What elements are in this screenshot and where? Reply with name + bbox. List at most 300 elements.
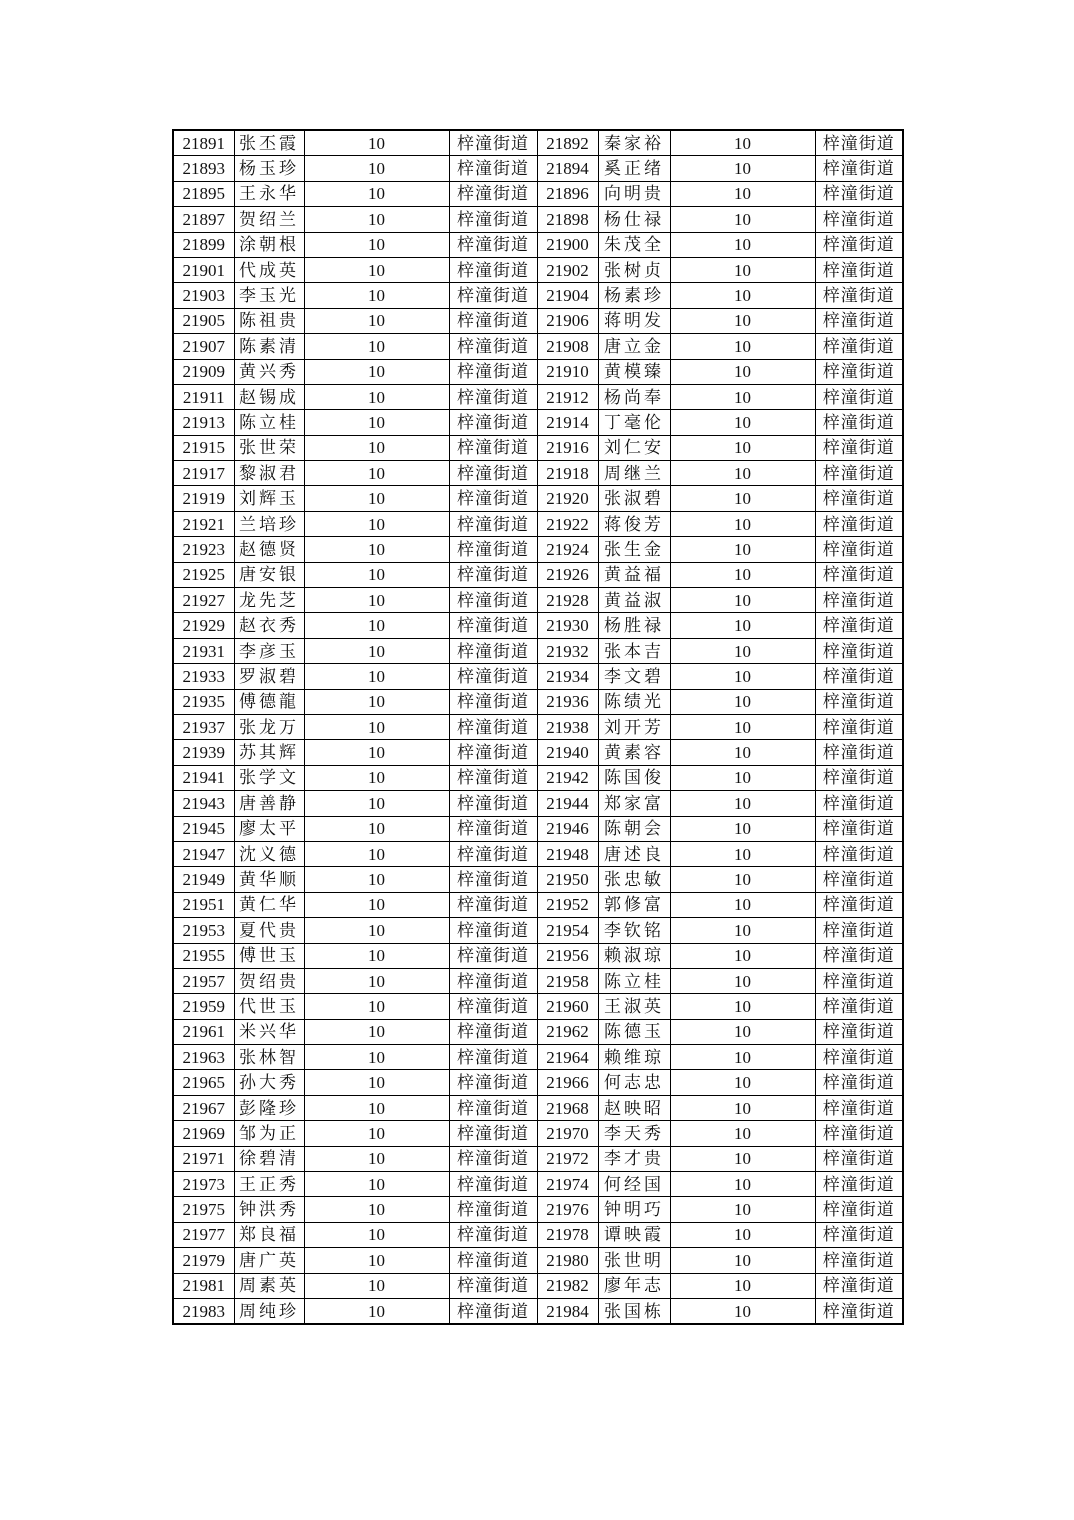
- left-subdistrict-cell: 梓潼街道: [449, 1298, 537, 1324]
- right-amount-cell: 10: [670, 968, 815, 993]
- right-person-name-cell: 张忠敏: [598, 867, 670, 892]
- table-row: [173, 1273, 903, 1298]
- table-row: [173, 1121, 903, 1146]
- right-person-name-cell: 黄益淑: [598, 588, 670, 613]
- right-person-name-cell: 陈立桂: [598, 968, 670, 993]
- left-subdistrict-cell: 梓潼街道: [449, 1146, 537, 1171]
- table-row: [173, 232, 903, 257]
- left-person-name-cell: 兰培珍: [234, 511, 304, 536]
- right-amount-cell: 10: [670, 562, 815, 587]
- right-subdistrict-cell: 梓潼街道: [815, 562, 903, 587]
- right-subdistrict-cell: 梓潼街道: [815, 410, 903, 435]
- table-row: [173, 816, 903, 841]
- right-entry-number-cell: 21978: [537, 1222, 598, 1247]
- left-person-name-cell: 陈立桂: [234, 410, 304, 435]
- left-person-name-cell: 陈祖贵: [234, 308, 304, 333]
- right-amount-cell: 10: [670, 892, 815, 917]
- right-amount-cell: 10: [670, 1197, 815, 1222]
- left-person-name-cell: 刘辉玉: [234, 486, 304, 511]
- table-row: [173, 1172, 903, 1197]
- right-person-name-cell: 郑家富: [598, 791, 670, 816]
- right-amount-cell: 10: [670, 664, 815, 689]
- left-subdistrict-cell: 梓潼街道: [449, 740, 537, 765]
- left-person-name-cell: 黄兴秀: [234, 359, 304, 384]
- left-amount-cell: 10: [304, 130, 449, 156]
- left-person-name-cell: 赵衣秀: [234, 613, 304, 638]
- right-entry-number-cell: 21940: [537, 740, 598, 765]
- left-entry-number-cell: 21973: [173, 1172, 234, 1197]
- table-row: [173, 1045, 903, 1070]
- left-subdistrict-cell: 梓潼街道: [449, 638, 537, 663]
- right-subdistrict-cell: 梓潼街道: [815, 968, 903, 993]
- left-person-name-cell: 黄华顺: [234, 867, 304, 892]
- right-entry-number-cell: 21952: [537, 892, 598, 917]
- right-subdistrict-cell: 梓潼街道: [815, 511, 903, 536]
- right-entry-number-cell: 21922: [537, 511, 598, 536]
- right-entry-number-cell: 21892: [537, 130, 598, 156]
- left-amount-cell: 10: [304, 435, 449, 460]
- right-amount-cell: 10: [670, 257, 815, 282]
- right-amount-cell: 10: [670, 1298, 815, 1324]
- table-row: [173, 334, 903, 359]
- table-row: [173, 765, 903, 790]
- right-subdistrict-cell: 梓潼街道: [815, 1172, 903, 1197]
- left-amount-cell: 10: [304, 384, 449, 409]
- table-row: [173, 308, 903, 333]
- left-amount-cell: 10: [304, 283, 449, 308]
- table-row: [173, 841, 903, 866]
- left-entry-number-cell: 21923: [173, 537, 234, 562]
- left-person-name-cell: 周素英: [234, 1273, 304, 1298]
- right-person-name-cell: 赵映昭: [598, 1095, 670, 1120]
- right-person-name-cell: 廖年志: [598, 1273, 670, 1298]
- left-person-name-cell: 张林智: [234, 1045, 304, 1070]
- left-person-name-cell: 张学文: [234, 765, 304, 790]
- left-amount-cell: 10: [304, 1172, 449, 1197]
- left-entry-number-cell: 21941: [173, 765, 234, 790]
- right-person-name-cell: 黄益福: [598, 562, 670, 587]
- right-person-name-cell: 向明贵: [598, 181, 670, 206]
- right-subdistrict-cell: 梓潼街道: [815, 816, 903, 841]
- right-subdistrict-cell: 梓潼街道: [815, 867, 903, 892]
- right-person-name-cell: 杨素珍: [598, 283, 670, 308]
- right-subdistrict-cell: 梓潼街道: [815, 638, 903, 663]
- left-entry-number-cell: 21909: [173, 359, 234, 384]
- right-person-name-cell: 张世明: [598, 1248, 670, 1273]
- left-person-name-cell: 代世玉: [234, 994, 304, 1019]
- left-amount-cell: 10: [304, 740, 449, 765]
- left-subdistrict-cell: 梓潼街道: [449, 334, 537, 359]
- right-person-name-cell: 李才贵: [598, 1146, 670, 1171]
- right-person-name-cell: 蒋明发: [598, 308, 670, 333]
- left-entry-number-cell: 21919: [173, 486, 234, 511]
- left-subdistrict-cell: 梓潼街道: [449, 613, 537, 638]
- right-entry-number-cell: 21928: [537, 588, 598, 613]
- right-person-name-cell: 李文碧: [598, 664, 670, 689]
- left-entry-number-cell: 21939: [173, 740, 234, 765]
- left-person-name-cell: 代成英: [234, 257, 304, 282]
- left-amount-cell: 10: [304, 359, 449, 384]
- left-subdistrict-cell: 梓潼街道: [449, 359, 537, 384]
- right-person-name-cell: 谭映霞: [598, 1222, 670, 1247]
- left-amount-cell: 10: [304, 1248, 449, 1273]
- table-row: [173, 968, 903, 993]
- left-person-name-cell: 黄仁华: [234, 892, 304, 917]
- left-person-name-cell: 徐碧清: [234, 1146, 304, 1171]
- table-row: [173, 1248, 903, 1273]
- right-entry-number-cell: 21900: [537, 232, 598, 257]
- left-subdistrict-cell: 梓潼街道: [449, 867, 537, 892]
- table-row: [173, 1095, 903, 1120]
- right-amount-cell: 10: [670, 1019, 815, 1044]
- left-subdistrict-cell: 梓潼街道: [449, 791, 537, 816]
- left-amount-cell: 10: [304, 791, 449, 816]
- right-entry-number-cell: 21916: [537, 435, 598, 460]
- right-entry-number-cell: 21970: [537, 1121, 598, 1146]
- right-amount-cell: 10: [670, 994, 815, 1019]
- left-entry-number-cell: 21953: [173, 918, 234, 943]
- right-entry-number-cell: 21898: [537, 207, 598, 232]
- left-subdistrict-cell: 梓潼街道: [449, 1045, 537, 1070]
- right-person-name-cell: 陈朝会: [598, 816, 670, 841]
- right-amount-cell: 10: [670, 841, 815, 866]
- left-entry-number-cell: 21955: [173, 943, 234, 968]
- left-amount-cell: 10: [304, 765, 449, 790]
- right-amount-cell: 10: [670, 537, 815, 562]
- right-amount-cell: 10: [670, 511, 815, 536]
- left-subdistrict-cell: 梓潼街道: [449, 943, 537, 968]
- left-amount-cell: 10: [304, 1222, 449, 1247]
- left-person-name-cell: 苏其辉: [234, 740, 304, 765]
- right-amount-cell: 10: [670, 588, 815, 613]
- left-person-name-cell: 郑良福: [234, 1222, 304, 1247]
- left-entry-number-cell: 21981: [173, 1273, 234, 1298]
- left-person-name-cell: 张龙万: [234, 714, 304, 739]
- left-subdistrict-cell: 梓潼街道: [449, 968, 537, 993]
- right-person-name-cell: 王淑英: [598, 994, 670, 1019]
- left-subdistrict-cell: 梓潼街道: [449, 765, 537, 790]
- left-subdistrict-cell: 梓潼街道: [449, 918, 537, 943]
- right-entry-number-cell: 21930: [537, 613, 598, 638]
- right-entry-number-cell: 21934: [537, 664, 598, 689]
- right-amount-cell: 10: [670, 435, 815, 460]
- right-amount-cell: 10: [670, 791, 815, 816]
- table-row: [173, 384, 903, 409]
- right-person-name-cell: 丁毫伦: [598, 410, 670, 435]
- right-subdistrict-cell: 梓潼街道: [815, 486, 903, 511]
- left-amount-cell: 10: [304, 1045, 449, 1070]
- left-person-name-cell: 米兴华: [234, 1019, 304, 1044]
- left-subdistrict-cell: 梓潼街道: [449, 486, 537, 511]
- right-subdistrict-cell: 梓潼街道: [815, 588, 903, 613]
- left-amount-cell: 10: [304, 994, 449, 1019]
- left-subdistrict-cell: 梓潼街道: [449, 1248, 537, 1273]
- left-entry-number-cell: 21895: [173, 181, 234, 206]
- right-subdistrict-cell: 梓潼街道: [815, 841, 903, 866]
- left-entry-number-cell: 21935: [173, 689, 234, 714]
- right-subdistrict-cell: 梓潼街道: [815, 156, 903, 181]
- left-subdistrict-cell: 梓潼街道: [449, 130, 537, 156]
- right-entry-number-cell: 21918: [537, 461, 598, 486]
- right-subdistrict-cell: 梓潼街道: [815, 1197, 903, 1222]
- left-entry-number-cell: 21937: [173, 714, 234, 739]
- left-entry-number-cell: 21979: [173, 1248, 234, 1273]
- left-entry-number-cell: 21975: [173, 1197, 234, 1222]
- left-person-name-cell: 张丕霞: [234, 130, 304, 156]
- left-person-name-cell: 贺绍贵: [234, 968, 304, 993]
- right-amount-cell: 10: [670, 1273, 815, 1298]
- right-entry-number-cell: 21946: [537, 816, 598, 841]
- right-amount-cell: 10: [670, 461, 815, 486]
- right-subdistrict-cell: 梓潼街道: [815, 943, 903, 968]
- left-subdistrict-cell: 梓潼街道: [449, 257, 537, 282]
- right-subdistrict-cell: 梓潼街道: [815, 689, 903, 714]
- left-subdistrict-cell: 梓潼街道: [449, 181, 537, 206]
- left-entry-number-cell: 21901: [173, 257, 234, 282]
- left-amount-cell: 10: [304, 156, 449, 181]
- right-amount-cell: 10: [670, 308, 815, 333]
- table-row: [173, 207, 903, 232]
- right-entry-number-cell: 21924: [537, 537, 598, 562]
- left-subdistrict-cell: 梓潼街道: [449, 1019, 537, 1044]
- right-person-name-cell: 唐述良: [598, 841, 670, 866]
- right-amount-cell: 10: [670, 816, 815, 841]
- left-person-name-cell: 王正秀: [234, 1172, 304, 1197]
- left-subdistrict-cell: 梓潼街道: [449, 1070, 537, 1095]
- left-entry-number-cell: 21913: [173, 410, 234, 435]
- right-amount-cell: 10: [670, 638, 815, 663]
- left-person-name-cell: 龙先芝: [234, 588, 304, 613]
- left-amount-cell: 10: [304, 664, 449, 689]
- left-person-name-cell: 黎淑君: [234, 461, 304, 486]
- table-row: [173, 613, 903, 638]
- left-amount-cell: 10: [304, 613, 449, 638]
- right-subdistrict-cell: 梓潼街道: [815, 892, 903, 917]
- left-subdistrict-cell: 梓潼街道: [449, 1121, 537, 1146]
- right-entry-number-cell: 21974: [537, 1172, 598, 1197]
- table-row: [173, 918, 903, 943]
- right-entry-number-cell: 21908: [537, 334, 598, 359]
- right-subdistrict-cell: 梓潼街道: [815, 994, 903, 1019]
- right-amount-cell: 10: [670, 410, 815, 435]
- left-person-name-cell: 赵锡成: [234, 384, 304, 409]
- right-person-name-cell: 何经国: [598, 1172, 670, 1197]
- right-entry-number-cell: 21954: [537, 918, 598, 943]
- right-entry-number-cell: 21950: [537, 867, 598, 892]
- table-row: [173, 130, 903, 156]
- right-entry-number-cell: 21948: [537, 841, 598, 866]
- right-subdistrict-cell: 梓潼街道: [815, 1045, 903, 1070]
- right-subdistrict-cell: 梓潼街道: [815, 1070, 903, 1095]
- table-row: [173, 689, 903, 714]
- right-person-name-cell: 蒋俊芳: [598, 511, 670, 536]
- left-amount-cell: 10: [304, 892, 449, 917]
- left-subdistrict-cell: 梓潼街道: [449, 664, 537, 689]
- left-amount-cell: 10: [304, 689, 449, 714]
- table-row: [173, 359, 903, 384]
- left-amount-cell: 10: [304, 588, 449, 613]
- left-entry-number-cell: 21969: [173, 1121, 234, 1146]
- table-row: [173, 1019, 903, 1044]
- left-person-name-cell: 傅德龍: [234, 689, 304, 714]
- left-subdistrict-cell: 梓潼街道: [449, 232, 537, 257]
- right-subdistrict-cell: 梓潼街道: [815, 435, 903, 460]
- left-subdistrict-cell: 梓潼街道: [449, 435, 537, 460]
- left-subdistrict-cell: 梓潼街道: [449, 410, 537, 435]
- left-person-name-cell: 廖太平: [234, 816, 304, 841]
- table-row: [173, 156, 903, 181]
- right-amount-cell: 10: [670, 918, 815, 943]
- right-subdistrict-cell: 梓潼街道: [815, 207, 903, 232]
- left-amount-cell: 10: [304, 1019, 449, 1044]
- right-entry-number-cell: 21936: [537, 689, 598, 714]
- right-person-name-cell: 郭修富: [598, 892, 670, 917]
- left-entry-number-cell: 21971: [173, 1146, 234, 1171]
- table-row: [173, 791, 903, 816]
- left-person-name-cell: 钟洪秀: [234, 1197, 304, 1222]
- left-entry-number-cell: 21949: [173, 867, 234, 892]
- left-person-name-cell: 傅世玉: [234, 943, 304, 968]
- left-person-name-cell: 陈素清: [234, 334, 304, 359]
- right-person-name-cell: 刘仁安: [598, 435, 670, 460]
- left-entry-number-cell: 21947: [173, 841, 234, 866]
- roster-table: [172, 129, 904, 1325]
- table-row: [173, 1298, 903, 1324]
- left-entry-number-cell: 21959: [173, 994, 234, 1019]
- table-row: [173, 1146, 903, 1171]
- right-entry-number-cell: 21962: [537, 1019, 598, 1044]
- right-subdistrict-cell: 梓潼街道: [815, 1298, 903, 1324]
- right-subdistrict-cell: 梓潼街道: [815, 308, 903, 333]
- right-amount-cell: 10: [670, 1172, 815, 1197]
- left-subdistrict-cell: 梓潼街道: [449, 1197, 537, 1222]
- right-amount-cell: 10: [670, 1146, 815, 1171]
- table-row: [173, 867, 903, 892]
- left-person-name-cell: 赵德贤: [234, 537, 304, 562]
- left-amount-cell: 10: [304, 918, 449, 943]
- right-subdistrict-cell: 梓潼街道: [815, 765, 903, 790]
- table-row: [173, 1070, 903, 1095]
- left-entry-number-cell: 21911: [173, 384, 234, 409]
- right-amount-cell: 10: [670, 1121, 815, 1146]
- left-amount-cell: 10: [304, 1146, 449, 1171]
- left-subdistrict-cell: 梓潼街道: [449, 1222, 537, 1247]
- left-person-name-cell: 彭隆珍: [234, 1095, 304, 1120]
- left-amount-cell: 10: [304, 486, 449, 511]
- right-entry-number-cell: 21932: [537, 638, 598, 663]
- right-person-name-cell: 张树贞: [598, 257, 670, 282]
- right-amount-cell: 10: [670, 943, 815, 968]
- left-person-name-cell: 李玉光: [234, 283, 304, 308]
- right-subdistrict-cell: 梓潼街道: [815, 613, 903, 638]
- left-person-name-cell: 沈义德: [234, 841, 304, 866]
- left-entry-number-cell: 21903: [173, 283, 234, 308]
- table-row: [173, 511, 903, 536]
- table-row: [173, 740, 903, 765]
- left-person-name-cell: 唐广英: [234, 1248, 304, 1273]
- left-amount-cell: 10: [304, 638, 449, 663]
- left-subdistrict-cell: 梓潼街道: [449, 511, 537, 536]
- right-entry-number-cell: 21976: [537, 1197, 598, 1222]
- right-entry-number-cell: 21896: [537, 181, 598, 206]
- left-entry-number-cell: 21927: [173, 588, 234, 613]
- right-entry-number-cell: 21926: [537, 562, 598, 587]
- left-entry-number-cell: 21899: [173, 232, 234, 257]
- right-amount-cell: 10: [670, 156, 815, 181]
- right-entry-number-cell: 21968: [537, 1095, 598, 1120]
- left-entry-number-cell: 21917: [173, 461, 234, 486]
- right-person-name-cell: 陈绩光: [598, 689, 670, 714]
- right-person-name-cell: 张淑碧: [598, 486, 670, 511]
- right-person-name-cell: 奚正绪: [598, 156, 670, 181]
- right-entry-number-cell: 21914: [537, 410, 598, 435]
- left-subdistrict-cell: 梓潼街道: [449, 384, 537, 409]
- left-subdistrict-cell: 梓潼街道: [449, 461, 537, 486]
- right-subdistrict-cell: 梓潼街道: [815, 791, 903, 816]
- left-subdistrict-cell: 梓潼街道: [449, 588, 537, 613]
- left-amount-cell: 10: [304, 968, 449, 993]
- right-entry-number-cell: 21982: [537, 1273, 598, 1298]
- left-amount-cell: 10: [304, 816, 449, 841]
- right-subdistrict-cell: 梓潼街道: [815, 714, 903, 739]
- left-person-name-cell: 夏代贵: [234, 918, 304, 943]
- left-amount-cell: 10: [304, 1273, 449, 1298]
- right-entry-number-cell: 21984: [537, 1298, 598, 1324]
- right-amount-cell: 10: [670, 1222, 815, 1247]
- right-amount-cell: 10: [670, 714, 815, 739]
- right-amount-cell: 10: [670, 765, 815, 790]
- table-row: [173, 562, 903, 587]
- left-subdistrict-cell: 梓潼街道: [449, 994, 537, 1019]
- left-entry-number-cell: 21967: [173, 1095, 234, 1120]
- right-person-name-cell: 朱茂全: [598, 232, 670, 257]
- left-amount-cell: 10: [304, 562, 449, 587]
- left-entry-number-cell: 21945: [173, 816, 234, 841]
- right-subdistrict-cell: 梓潼街道: [815, 1146, 903, 1171]
- left-subdistrict-cell: 梓潼街道: [449, 562, 537, 587]
- right-amount-cell: 10: [670, 384, 815, 409]
- left-amount-cell: 10: [304, 1070, 449, 1095]
- left-entry-number-cell: 21893: [173, 156, 234, 181]
- right-amount-cell: 10: [670, 334, 815, 359]
- left-entry-number-cell: 21951: [173, 892, 234, 917]
- left-entry-number-cell: 21963: [173, 1045, 234, 1070]
- left-person-name-cell: 张世荣: [234, 435, 304, 460]
- left-amount-cell: 10: [304, 232, 449, 257]
- right-subdistrict-cell: 梓潼街道: [815, 257, 903, 282]
- right-entry-number-cell: 21920: [537, 486, 598, 511]
- left-subdistrict-cell: 梓潼街道: [449, 1095, 537, 1120]
- right-subdistrict-cell: 梓潼街道: [815, 664, 903, 689]
- left-subdistrict-cell: 梓潼街道: [449, 816, 537, 841]
- right-person-name-cell: 唐立金: [598, 334, 670, 359]
- left-entry-number-cell: 21929: [173, 613, 234, 638]
- left-subdistrict-cell: 梓潼街道: [449, 714, 537, 739]
- left-amount-cell: 10: [304, 410, 449, 435]
- right-person-name-cell: 杨仕禄: [598, 207, 670, 232]
- right-amount-cell: 10: [670, 207, 815, 232]
- table-row: [173, 588, 903, 613]
- right-subdistrict-cell: 梓潼街道: [815, 740, 903, 765]
- left-amount-cell: 10: [304, 1095, 449, 1120]
- right-person-name-cell: 赖淑琼: [598, 943, 670, 968]
- left-amount-cell: 10: [304, 537, 449, 562]
- table-row: [173, 257, 903, 282]
- right-person-name-cell: 刘开芳: [598, 714, 670, 739]
- right-amount-cell: 10: [670, 486, 815, 511]
- table-row: [173, 410, 903, 435]
- right-person-name-cell: 张生金: [598, 537, 670, 562]
